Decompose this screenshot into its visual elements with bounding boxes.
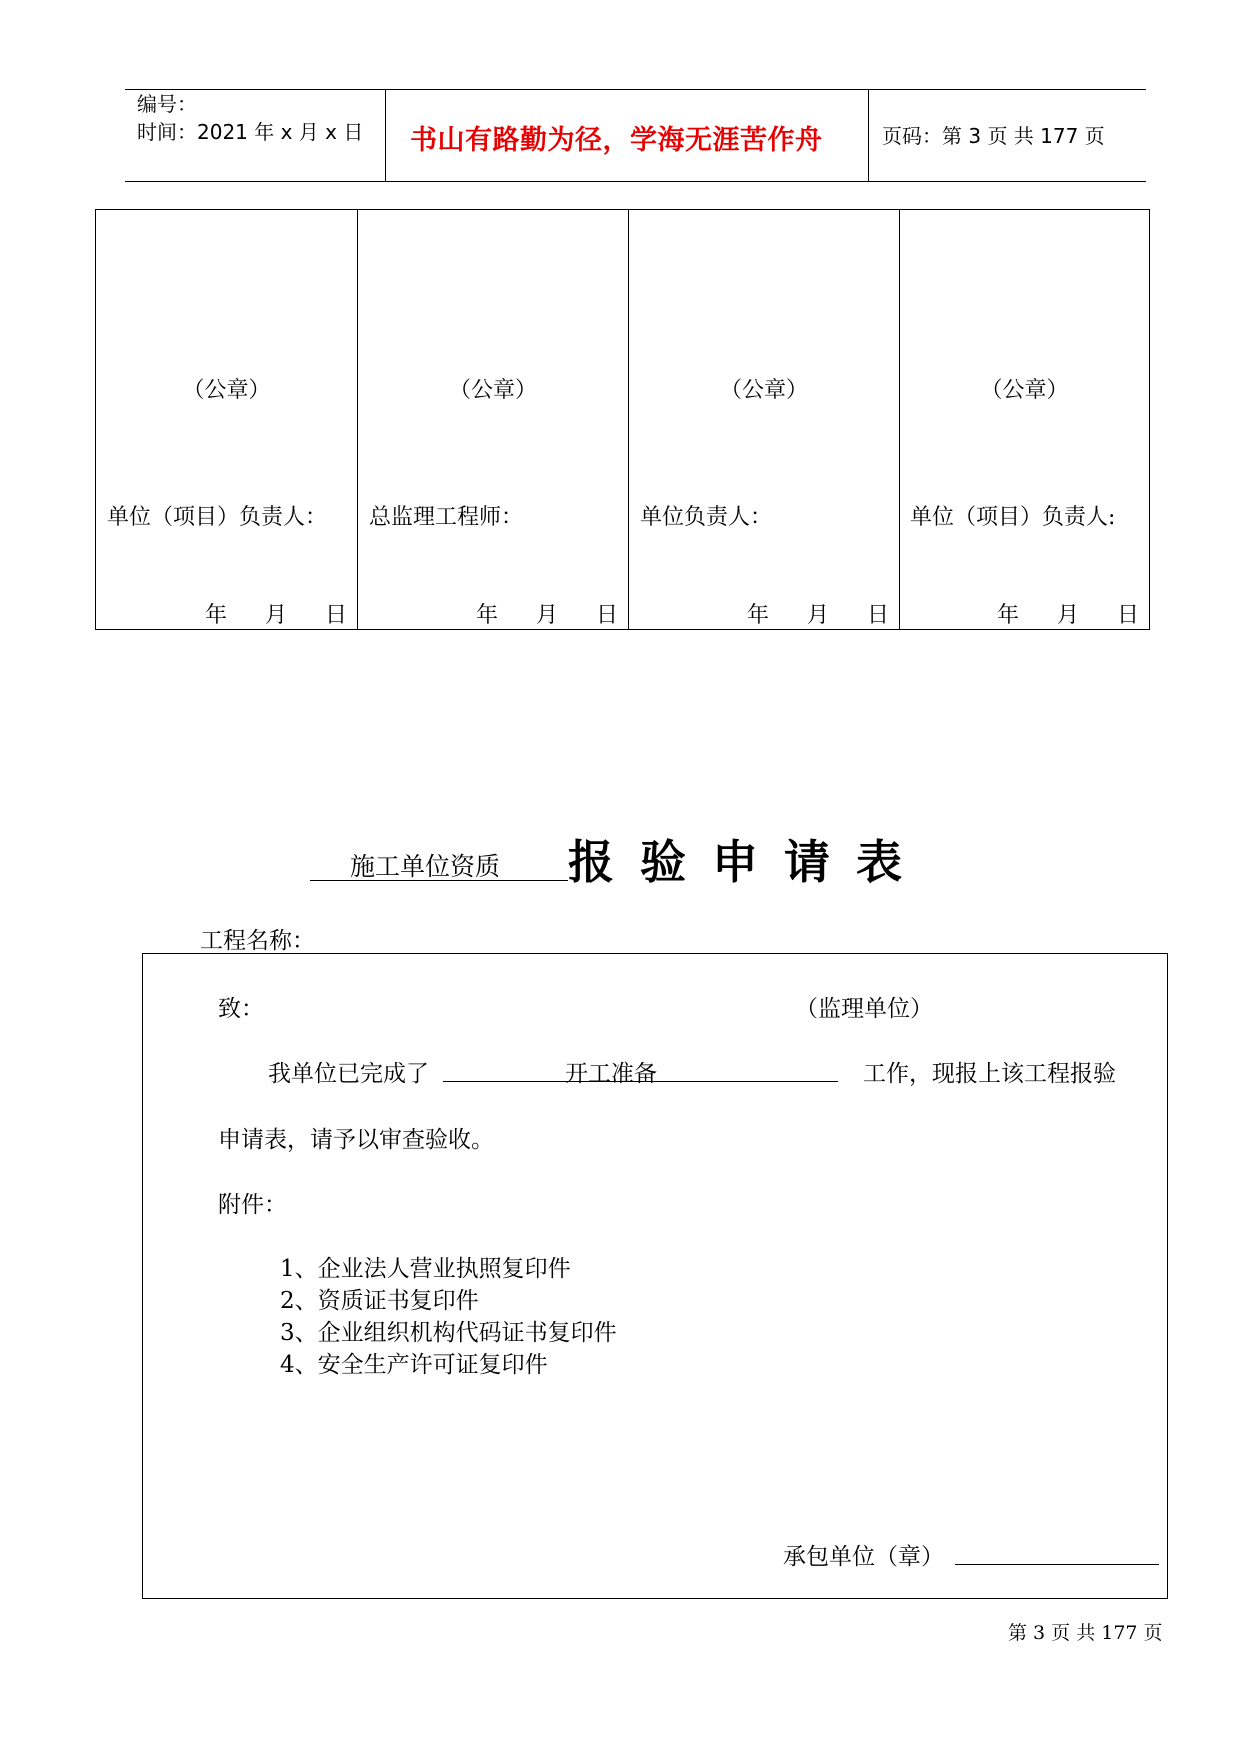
signature-date <box>476 598 618 629</box>
to-label: 致： <box>218 996 264 1022</box>
work-item-value: 开工准备 <box>565 1061 657 1087</box>
official-seal-label: （公章） <box>448 378 537 403</box>
signature-label: 单位（项目）负责人: <box>910 505 1116 530</box>
header-top-rule <box>125 89 1146 90</box>
supervisor-unit-label: （监理单位） <box>795 996 933 1022</box>
body-text-before: 我单位已完成了 <box>268 1061 429 1087</box>
attachment-item: 2、资质证书复印件 <box>280 1288 479 1314</box>
contractor-label: 承包单位（章） <box>783 1544 944 1570</box>
date-year: 年 <box>996 603 1019 628</box>
signature-cell-unit-head <box>629 210 900 630</box>
project-name-label: 工程名称： <box>200 928 315 954</box>
signature-date <box>997 598 1139 629</box>
date-month: 月 <box>1056 603 1079 628</box>
signature-cell-chief-supervisor <box>358 210 629 630</box>
attachment-item: 4、安全生产许可证复印件 <box>280 1352 548 1378</box>
body-text-after: 工作，现报上该工程报验 <box>863 1061 1116 1087</box>
official-seal-label: （公章） <box>182 378 271 403</box>
header-page-label: 页码：第 3 页 共 177 页 <box>882 124 1105 148</box>
date-day: 日 <box>1116 603 1139 628</box>
signature-label: 单位负责人： <box>640 505 773 530</box>
signature-cell-project <box>900 210 1150 630</box>
header-divider-right <box>868 89 869 181</box>
form-title-prefix-underline <box>310 880 568 881</box>
date-year: 年 <box>475 603 498 628</box>
form-title-prefix: 施工单位资质 <box>350 852 501 881</box>
signature-label: 单位（项目）负责人： <box>107 505 328 530</box>
date-day: 日 <box>324 603 347 628</box>
date-year: 年 <box>746 603 769 628</box>
header-motto: 书山有路勤为径，学海无涯苦作舟 <box>410 125 823 156</box>
date-day: 日 <box>595 603 618 628</box>
header-bottom-rule <box>125 181 1146 182</box>
attachment-item: 1、企业法人营业执照复印件 <box>280 1256 571 1282</box>
signature-table <box>95 209 1150 630</box>
body-text-line2: 申请表，请予以审查验收。 <box>218 1127 494 1153</box>
official-seal-label: （公章） <box>719 378 808 403</box>
date-year: 年 <box>204 603 227 628</box>
page-footer: 第 3 页 共 177 页 <box>1008 1622 1163 1644</box>
date-day: 日 <box>866 603 889 628</box>
signature-date <box>205 598 347 629</box>
date-month: 月 <box>535 603 558 628</box>
signature-label: 总监理工程师： <box>369 505 524 530</box>
attachment-item: 3、企业组织机构代码证书复印件 <box>280 1320 617 1346</box>
signature-cell-unit <box>96 210 358 630</box>
contractor-signature-line <box>955 1564 1159 1565</box>
header-divider-left <box>385 89 386 181</box>
official-seal-label: （公章） <box>980 378 1069 403</box>
date-month: 月 <box>264 603 287 628</box>
document-time-label: 时间：2021 年 x 月 x 日 <box>137 120 364 144</box>
date-month: 月 <box>806 603 829 628</box>
attachments-label: 附件： <box>218 1192 287 1218</box>
signature-date <box>747 598 889 629</box>
document-number-label: 编号： <box>137 92 197 116</box>
form-title: 报验申请表 <box>568 835 928 889</box>
